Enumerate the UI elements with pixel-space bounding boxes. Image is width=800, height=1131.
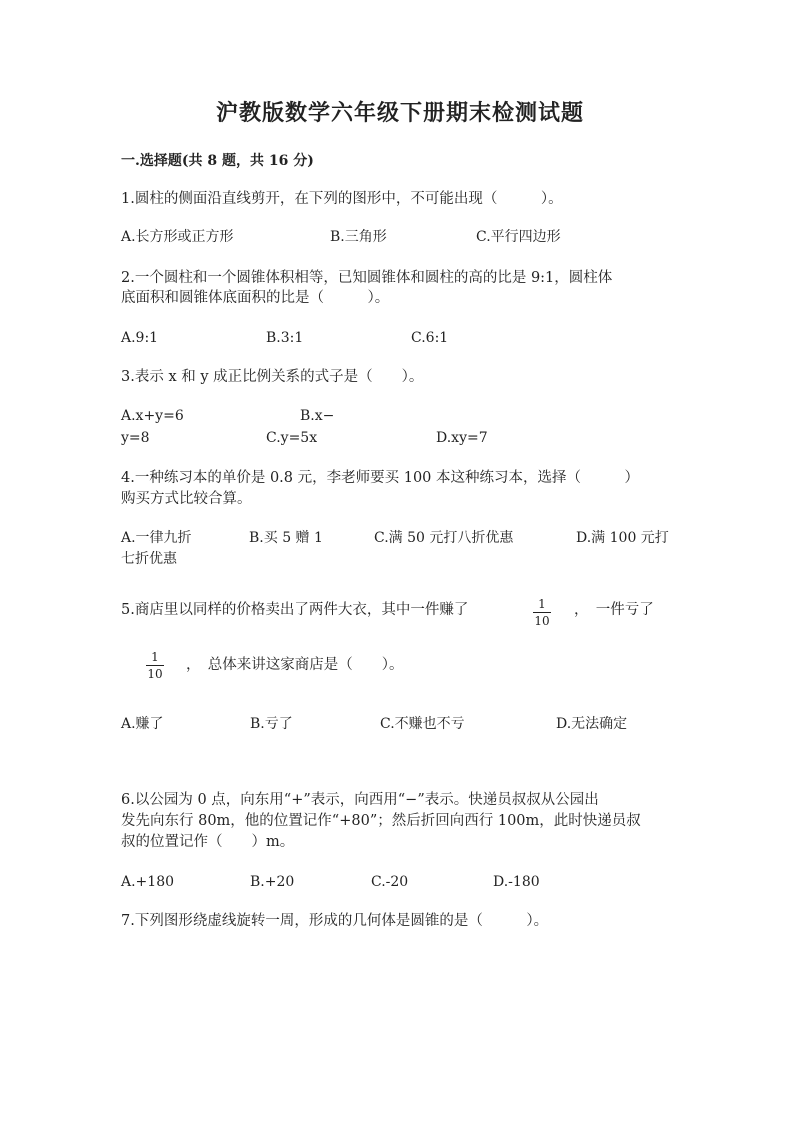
question-5-stem-part-1: 5.商店里以同样的价格卖出了两件大衣，其中一件赚了 [121,602,469,618]
question-1-stem: 1.圆柱的侧面沿直线剪开，在下列的图形中，不可能出现（ ）。 [121,191,563,207]
question-1-option-a: A.长方形或正方形 [121,229,234,245]
question-3-stem: 3.表示 x 和 y 成正比例关系的式子是（ ）。 [121,369,424,385]
question-4-stem-line-2: 购买方式比较合算。 [121,491,252,507]
question-4-stem-line-1: 4.一种练习本的单价是 0.8 元，李老师要买 100 本这种练习本，选择（ ） [121,470,640,486]
question-6-option-c: C.-20 [371,874,409,890]
question-5-option-d: D.无法确定 [556,716,628,732]
page-title: 沪教版数学六年级下册期末检测试题 [215,100,584,126]
question-6-stem-line-2: 发先向东行 80m，他的位置记作“+80”；然后折回向西行 100m，此时快递员叔 [121,813,641,829]
question-3-option-a: A.x+y=6 [121,408,184,424]
question-6-stem-line-3: 叔的位置记作（ ）m。 [121,834,295,850]
question-6-option-a: A.+180 [121,874,175,890]
question-2-option-b: B.3:1 [266,330,304,346]
question-5-option-b: B.亏了 [250,716,293,732]
question-6-stem-line-1: 6.以公园为 0 点，向东用“+”表示，向西用“−”表示。快递员叔叔从公园出 [121,792,599,808]
question-5-stem-part-3: ， 总体来讲这家商店是（ ）。 [186,657,404,673]
question-3-option-b-continued: y=8 [121,430,150,446]
question-5-option-a: A.赚了 [121,716,164,732]
question-6-option-b: B.+20 [250,874,295,890]
question-3-option-d: D.xy=7 [436,430,488,446]
fraction-bar [533,612,551,613]
question-2-stem-line-1: 2.一个圆柱和一个圆锥体积相等，已知圆锥体和圆柱的高的比是 9:1，圆柱体 [121,270,613,286]
question-3-option-c: C.y=5x [266,430,318,446]
fraction-bar [146,665,164,666]
fraction-denominator: 10 [534,614,550,628]
question-4-option-d: D.满 100 元打 [576,530,669,546]
question-1-option-c: C.平行四边形 [476,229,561,245]
question-4-option-a: A.一律九折 [121,530,192,546]
fraction-numerator: 1 [538,597,546,611]
question-2-option-c: C.6:1 [411,330,449,346]
question-4-option-c: C.满 50 元打八折优惠 [374,530,514,546]
question-6-option-d: D.-180 [493,874,540,890]
question-1-option-b: B.三角形 [330,229,387,245]
fraction-one-tenth-second [143,650,167,681]
question-2-option-a: A.9:1 [121,330,159,346]
fraction-denominator: 10 [147,667,163,681]
question-2-stem-line-2: 底面积和圆锥体底面积的比是（ ）。 [121,290,390,306]
question-4-option-d-continued: 七折优惠 [121,551,177,567]
question-5-option-c: C.不赚也不亏 [380,716,465,732]
fraction-numerator: 1 [151,650,159,664]
question-7-stem: 7.下列图形绕虚线旋转一周，形成的几何体是圆锥的是（ ）。 [121,913,549,929]
section-heading: 一.选择题(共 8 题，共 16 分) [121,153,314,169]
question-3-option-b: B.x− [300,408,335,424]
question-4-option-b: B.买 5 赠 1 [249,530,323,546]
fraction-one-tenth [530,597,554,628]
question-5-stem-part-2: ， 一件亏了 [574,602,654,618]
